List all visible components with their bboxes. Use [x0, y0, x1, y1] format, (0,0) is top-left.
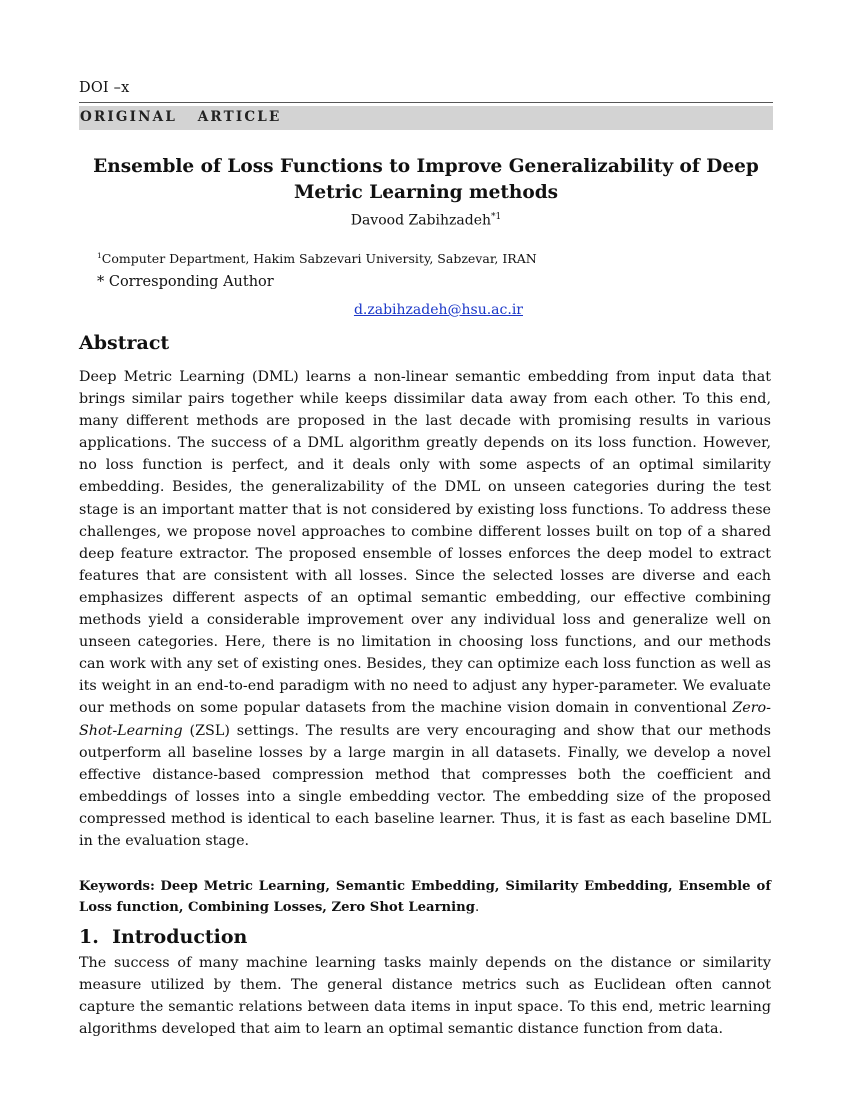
author-email-link[interactable]: d.zabihzadeh@hsu.ac.ir [353, 302, 523, 318]
corresponding-author-note: * Corresponding Author [97, 274, 274, 290]
paper-title [79, 154, 773, 206]
keywords-list: Deep Metric Learning, Semantic Embedding, Similarity Embedding, Ensemble of Loss function, Combining Losses, Zero Shot Learning [79, 879, 771, 915]
header-rule [79, 102, 773, 103]
author-marks: *1 [491, 212, 502, 222]
abstract-heading: Abstract [79, 332, 170, 354]
abstract-text [79, 366, 771, 852]
keywords-label: Keywords: [79, 879, 155, 894]
title-line-2: Metric Learning methods [293, 182, 559, 203]
abstract-text-part-2: (ZSL) settings. The results are very encouraging and show that our methods outperform all baseline losses by a large margin in all datasets. Finally, we develop a novel effective distance-based compression method that compresses both the coefficient and embeddings of losses into a single embedding vector. The embedding size of the proposed compressed method is identical to each baseline learner. Thus, it is fast as each baseline DML in the evaluation stage. [79, 722, 771, 849]
keywords-end: . [474, 900, 480, 915]
abstract-text-part-1: Deep Metric Learning (DML) learns a non-linear semantic embedding from input data that brings similar pairs together while keeps dissimilar data away from each other. To this end, many different methods are proposed in the last decade with promising results in various applications. The success of a DML algorithm greatly depends on its loss function. However, no loss function is perfect, and it deals only with some aspects of an optimal similarity embedding. Besides, the generalizability of the DML on unseen categories during the test stage is an important matter that is not considered by existing loss functions. To address these challenges, we propose novel approaches to combine different losses built on top of a shared deep feature extractor. The proposed ensemble of losses enforces the deep model to extract features that are consistent with all losses. Since the selected losses are diverse and each emphasizes different aspects of an optimal semantic embedding, our effective combining methods yield a considerable improvement over any individual loss and generalize well on unseen categories. Here, there is no limitation in choosing loss functions, and our methods can work with any set of existing ones. Besides, they can optimize each loss function as well as its weight in an end-to-end paradigm with no need to adjust any hyper-parameter. We evaluate our methods on some popular datasets from the machine vision domain in conventional [79, 369, 771, 717]
author-name: Davood Zabihzadeh [350, 212, 492, 229]
keywords [79, 876, 771, 918]
introduction-text: The success of many machine learning tasks mainly depends on the distance or similarity measure utilized by them. The general distance metrics such as Euclidean often cannot capture the semantic relations between data items in input space. To this end, metric learning algorithms developed that aim to learn an optimal semantic distance function from data. [79, 955, 771, 1038]
article-type-label: ORIGINAL ARTICLE [80, 109, 282, 125]
doi-label: DOI –x [79, 80, 130, 96]
title-line-1: Ensemble of Loss Functions to Improve Generalizability of Deep [93, 156, 759, 177]
author-line [79, 212, 773, 229]
affiliation [97, 251, 537, 266]
introduction-heading: 1. Introduction [79, 926, 248, 948]
article-type-band [79, 106, 773, 130]
affiliation-mark: 1 [97, 251, 102, 260]
affiliation-text: Computer Department, Hakim Sabzevari University, Sabzevar, IRAN [101, 251, 537, 267]
abstract-emphasis: Zero-Shot-Learning [79, 700, 771, 739]
